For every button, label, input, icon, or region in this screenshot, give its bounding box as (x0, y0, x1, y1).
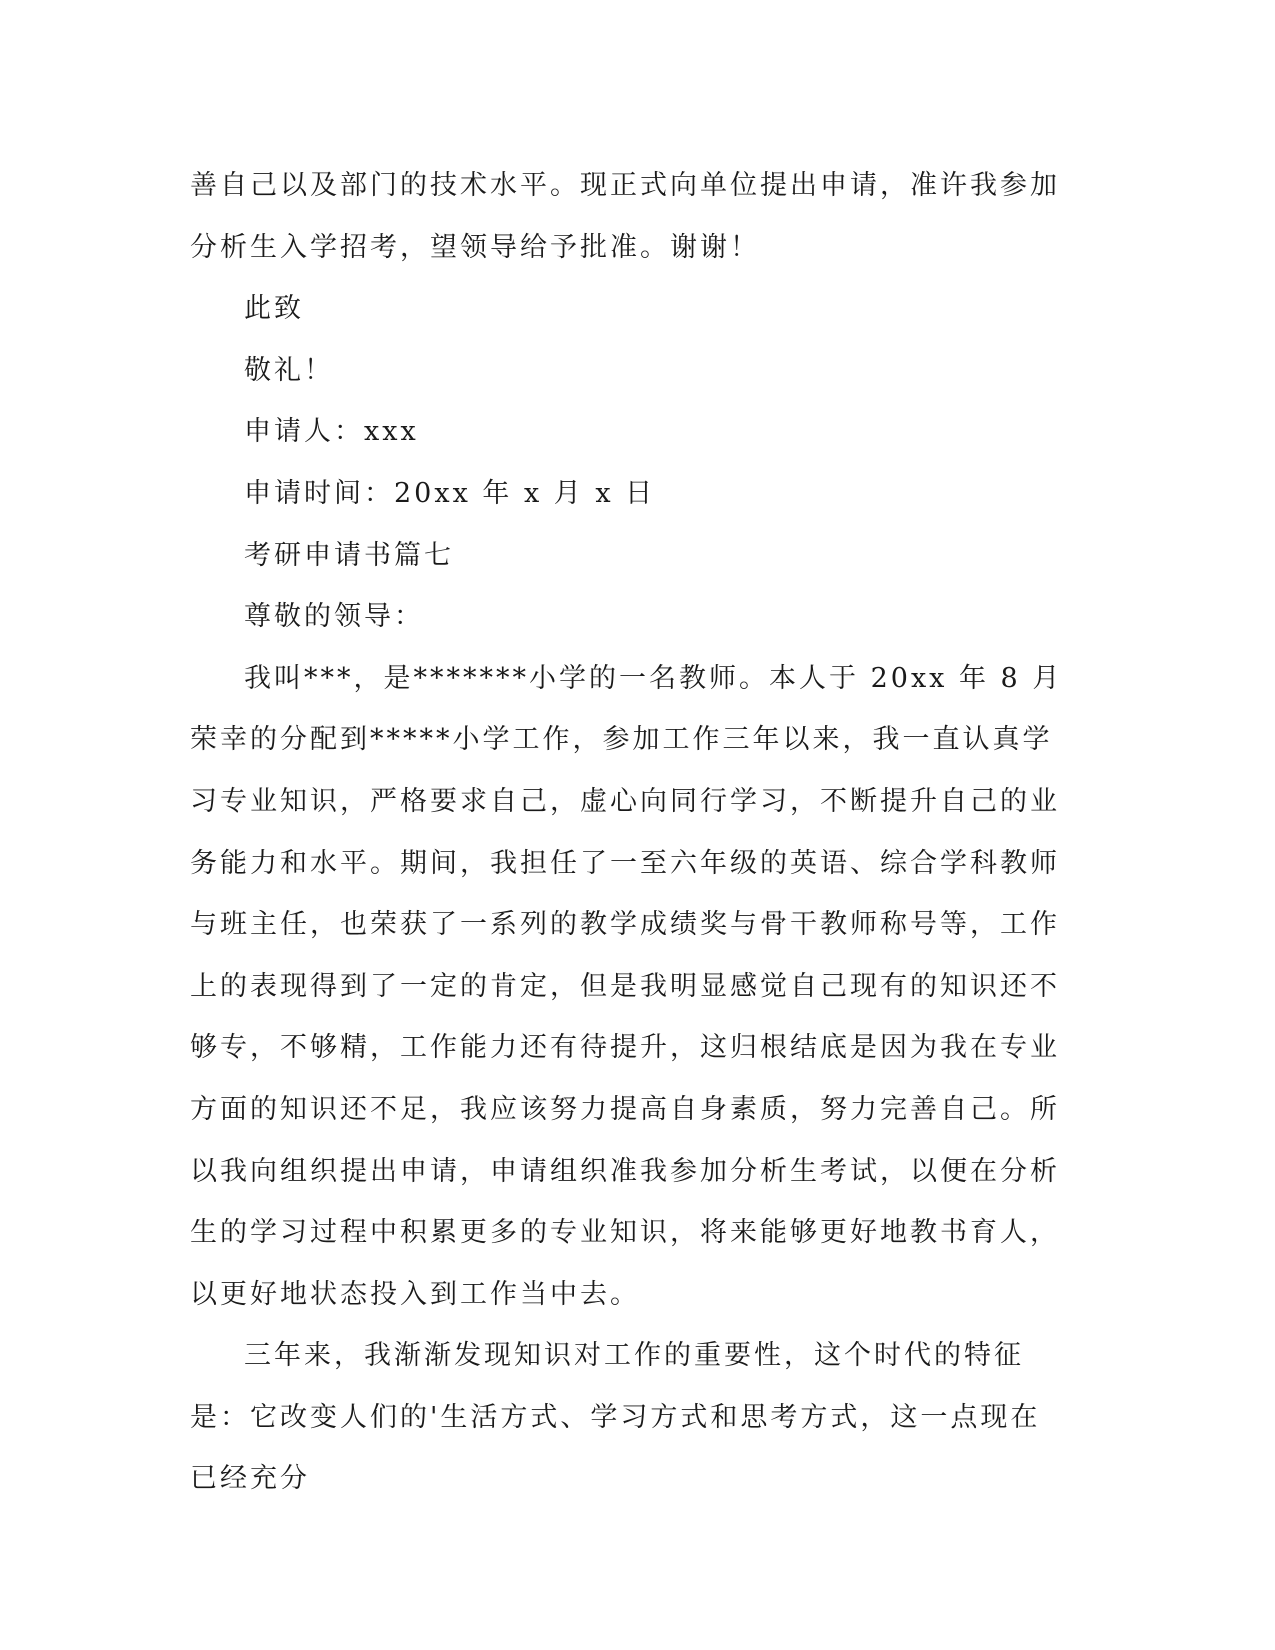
applicant-name: 申请人：xxx (244, 416, 419, 448)
section-heading: 考研申请书篇七 (244, 539, 454, 571)
paragraph-continuation: 善自己以及部门的技术水平。现正式向单位提出申请，准许我参加分析生入学招考，望领导给予批准。谢谢！ (190, 170, 1060, 263)
body-paragraph-2: 三年来，我渐渐发现知识对工作的重要性，这个时代的特征是：它改变人们的'生活方式、学习方式和思考方式，这一点现在已经充分 (190, 1340, 1041, 1495)
body-paragraph-1: 我叫***，是*******小学的一名教师。本人于 20xx 年 8 月荣幸的分配到*****小学工作，参加工作三年以来，我一直认真学习专业知识，严格要求自己，虚心向同行学习，不断提升自己的业务能力和水平。期间，我担任了一至六年级的英语、综合学科教师与班主任，也荣获了一系列的教学成绩奖与骨干教师称号等，工作上的表现得到了一定的肯定，但是我明显感觉自己现有的知识还不够专，不够精，工作能力还有待提升，这归根结底是因为我在专业方面的知识还不足，我应该努力提高自身素质，努力完善自己。所以我向组织提出申请，申请组织准我参加分析生考试，以便在分析生的学习过程中积累更多的专业知识，将来能够更好地教书育人，以更好地状态投入到工作当中去。 (190, 662, 1063, 1310)
greeting: 尊敬的领导： (244, 601, 424, 633)
salutation-jingli: 敬礼！ (244, 354, 334, 386)
application-date: 申请时间：20xx 年 x 月 x 日 (244, 477, 656, 509)
salutation-cizhi: 此致 (244, 293, 304, 325)
document-body (190, 155, 1070, 1510)
